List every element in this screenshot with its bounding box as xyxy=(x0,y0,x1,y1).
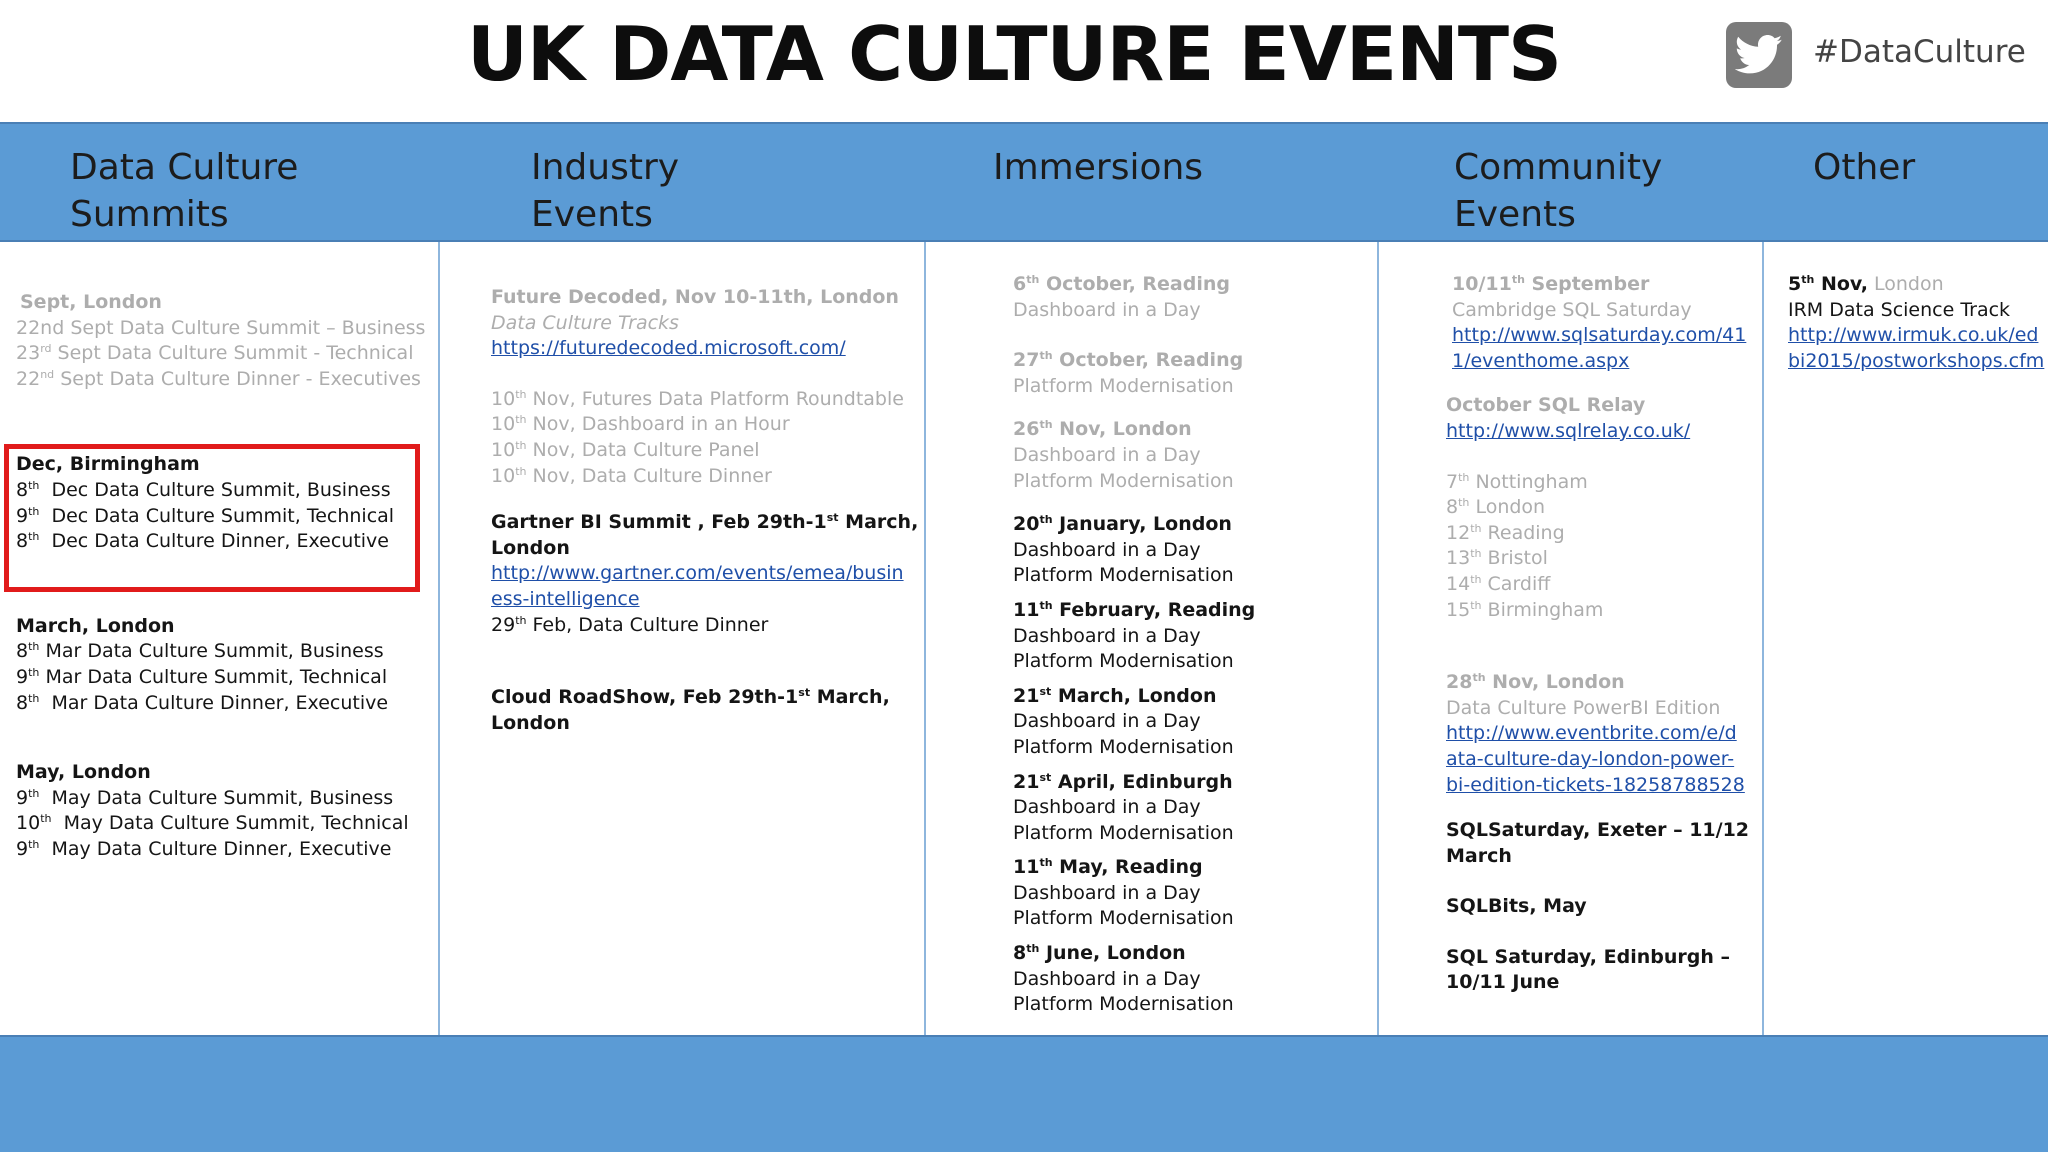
powerbi-edition: 28th Nov, London Data Culture PowerBI Edition http://www.eventbrite.com/e/d ata-culture-day-london-power- bi-edition-tickets-18258788528 xyxy=(1446,671,1745,796)
page-title: UK DATA CULTURE EVENTS xyxy=(466,10,1562,98)
sql-relay: October SQL Relay http://www.sqlrelay.co.uk/ xyxy=(1446,394,1691,442)
header-industry-events: Industry Events xyxy=(531,147,680,235)
gartner-link[interactable]: http://www.gartner.com/events/emea/busin xyxy=(491,562,904,585)
column-divider xyxy=(1762,242,1764,1035)
sqlsaturday-exeter: SQLSaturday, Exeter – 11/12 March xyxy=(1446,819,1750,867)
cloud-roadshow: Cloud RoadShow, Feb 29th-1st March, London xyxy=(491,686,890,734)
header-other: Other xyxy=(1813,147,1916,188)
summit-dec-birmingham: Dec, Birmingham 8th Dec Data Culture Summit, Business 9th Dec Data Culture Summit, Technical 8th Dec Data Culture Dinner, Executive xyxy=(16,453,395,553)
future-decoded: Future Decoded, Nov 10-11th, London Data Culture Tracks https://futuredecoded.microsoft.com/ xyxy=(491,286,899,360)
industry-column xyxy=(491,285,919,761)
sqlbits: SQLBits, May xyxy=(1446,895,1587,918)
column-header-band xyxy=(0,122,2048,242)
eventbrite-link-cont[interactable]: ata-culture-day-london-power- xyxy=(1446,747,1735,770)
eventbrite-link-end[interactable]: bi-edition-tickets-18258788528 xyxy=(1446,773,1745,796)
future-decoded-link[interactable]: https://futuredecoded.microsoft.com/ xyxy=(491,337,846,360)
twitter-bird-icon xyxy=(1735,35,1783,75)
twitter-icon[interactable] xyxy=(1726,22,1792,88)
immersion-nov-26: 26th Nov, London Dashboard in a Day Platform Modernisation xyxy=(1013,418,1234,492)
immersion-oct-6: 6th October, Reading Dashboard in a Day xyxy=(1013,273,1230,321)
immersions-column xyxy=(1013,272,1363,1018)
sqlsaturday-edinburgh: SQL Saturday, Edinburgh – 10/11 June xyxy=(1446,945,1730,994)
irm-link[interactable]: http://www.irmuk.co.uk/ed xyxy=(1788,324,2039,347)
header-community-events: Community Events xyxy=(1454,147,1663,235)
column-divider xyxy=(1377,242,1379,1035)
immersion-feb-11: 11th February, Reading Dashboard in a Day Platform Modernisation xyxy=(1013,598,1256,673)
summit-may-london: May, London 9th May Data Culture Summit, Business 10th May Data Culture Summit, Technical 9th May Data Culture Dinner, Executive xyxy=(16,761,409,860)
immersion-jan-20: 20th January, London Dashboard in a Day Platform Modernisation xyxy=(1013,513,1234,587)
irm-data-science: 5th Nov, London IRM Data Science Track http://www.irmuk.co.uk/ed bi2015/postworkshops.cfm xyxy=(1788,273,2045,372)
column-divider xyxy=(924,242,926,1035)
summit-march-london: March, London 8th Mar Data Culture Summit, Business 9th Mar Data Culture Summit, Technical 8th Mar Data Culture Dinner, Executive xyxy=(16,614,389,714)
immersion-may-11: 11th May, Reading Dashboard in a Day Platform Modernisation xyxy=(1013,856,1234,930)
gartner-bi-summit: Gartner BI Summit , Feb 29th-1st March, London http://www.gartner.com/events/emea/busin ess-intelligence 29th Feb, Data Culture Dinner xyxy=(491,511,919,636)
highlight-box xyxy=(4,444,420,592)
sql-relay-cities: 7th Nottingham 8th London 12th Reading 13th Bristol 14th Cardiff 15th Birmingham xyxy=(1446,470,1604,621)
immersion-jun-8: 8th June, London Dashboard in a Day Platform Modernisation xyxy=(1013,942,1234,1016)
hashtag-label: #DataCulture xyxy=(1813,34,2026,70)
immersion-oct-27: 27th October, Reading Platform Modernisation xyxy=(1013,349,1244,397)
nov-10-events: 10th Nov, Futures Data Platform Roundtable 10th Nov, Dashboard in an Hour 10th Nov, Data Culture Panel 10th Nov, Data Culture Dinner xyxy=(491,387,904,487)
gartner-link-cont[interactable]: ess-intelligence xyxy=(491,587,640,610)
sqlsaturday-link-cont[interactable]: 1/eventhome.aspx xyxy=(1452,349,1630,372)
sqlrelay-link[interactable]: http://www.sqlrelay.co.uk/ xyxy=(1446,419,1691,442)
immersion-mar-21: 21st March, London Dashboard in a Day Platform Modernisation xyxy=(1013,684,1234,758)
header-immersions: Immersions xyxy=(993,147,1204,188)
column-divider xyxy=(438,242,440,1035)
summit-sept: Sept, London 22nd Sept Data Culture Summit – Business 23rd Sept Data Culture Summit - Technical 22nd Sept Data Culture Dinner - Executives xyxy=(16,291,426,390)
footer-band xyxy=(0,1035,2048,1152)
sqlsaturday-link[interactable]: http://www.sqlsaturday.com/41 xyxy=(1452,324,1747,347)
other-column xyxy=(1788,272,2045,374)
irm-link-cont[interactable]: bi2015/postworkshops.cfm xyxy=(1788,349,2045,372)
eventbrite-link[interactable]: http://www.eventbrite.com/e/d xyxy=(1446,722,1737,745)
cambridge-sql-saturday: 10/11th September Cambridge SQL Saturday http://www.sqlsaturday.com/41 1/eventhome.aspx xyxy=(1452,273,1747,372)
header-data-culture-summits: Data Culture Summits xyxy=(70,147,299,235)
immersion-apr-21: 21st April, Edinburgh Dashboard in a Day Platform Modernisation xyxy=(1013,770,1234,844)
community-column xyxy=(1446,272,1756,996)
